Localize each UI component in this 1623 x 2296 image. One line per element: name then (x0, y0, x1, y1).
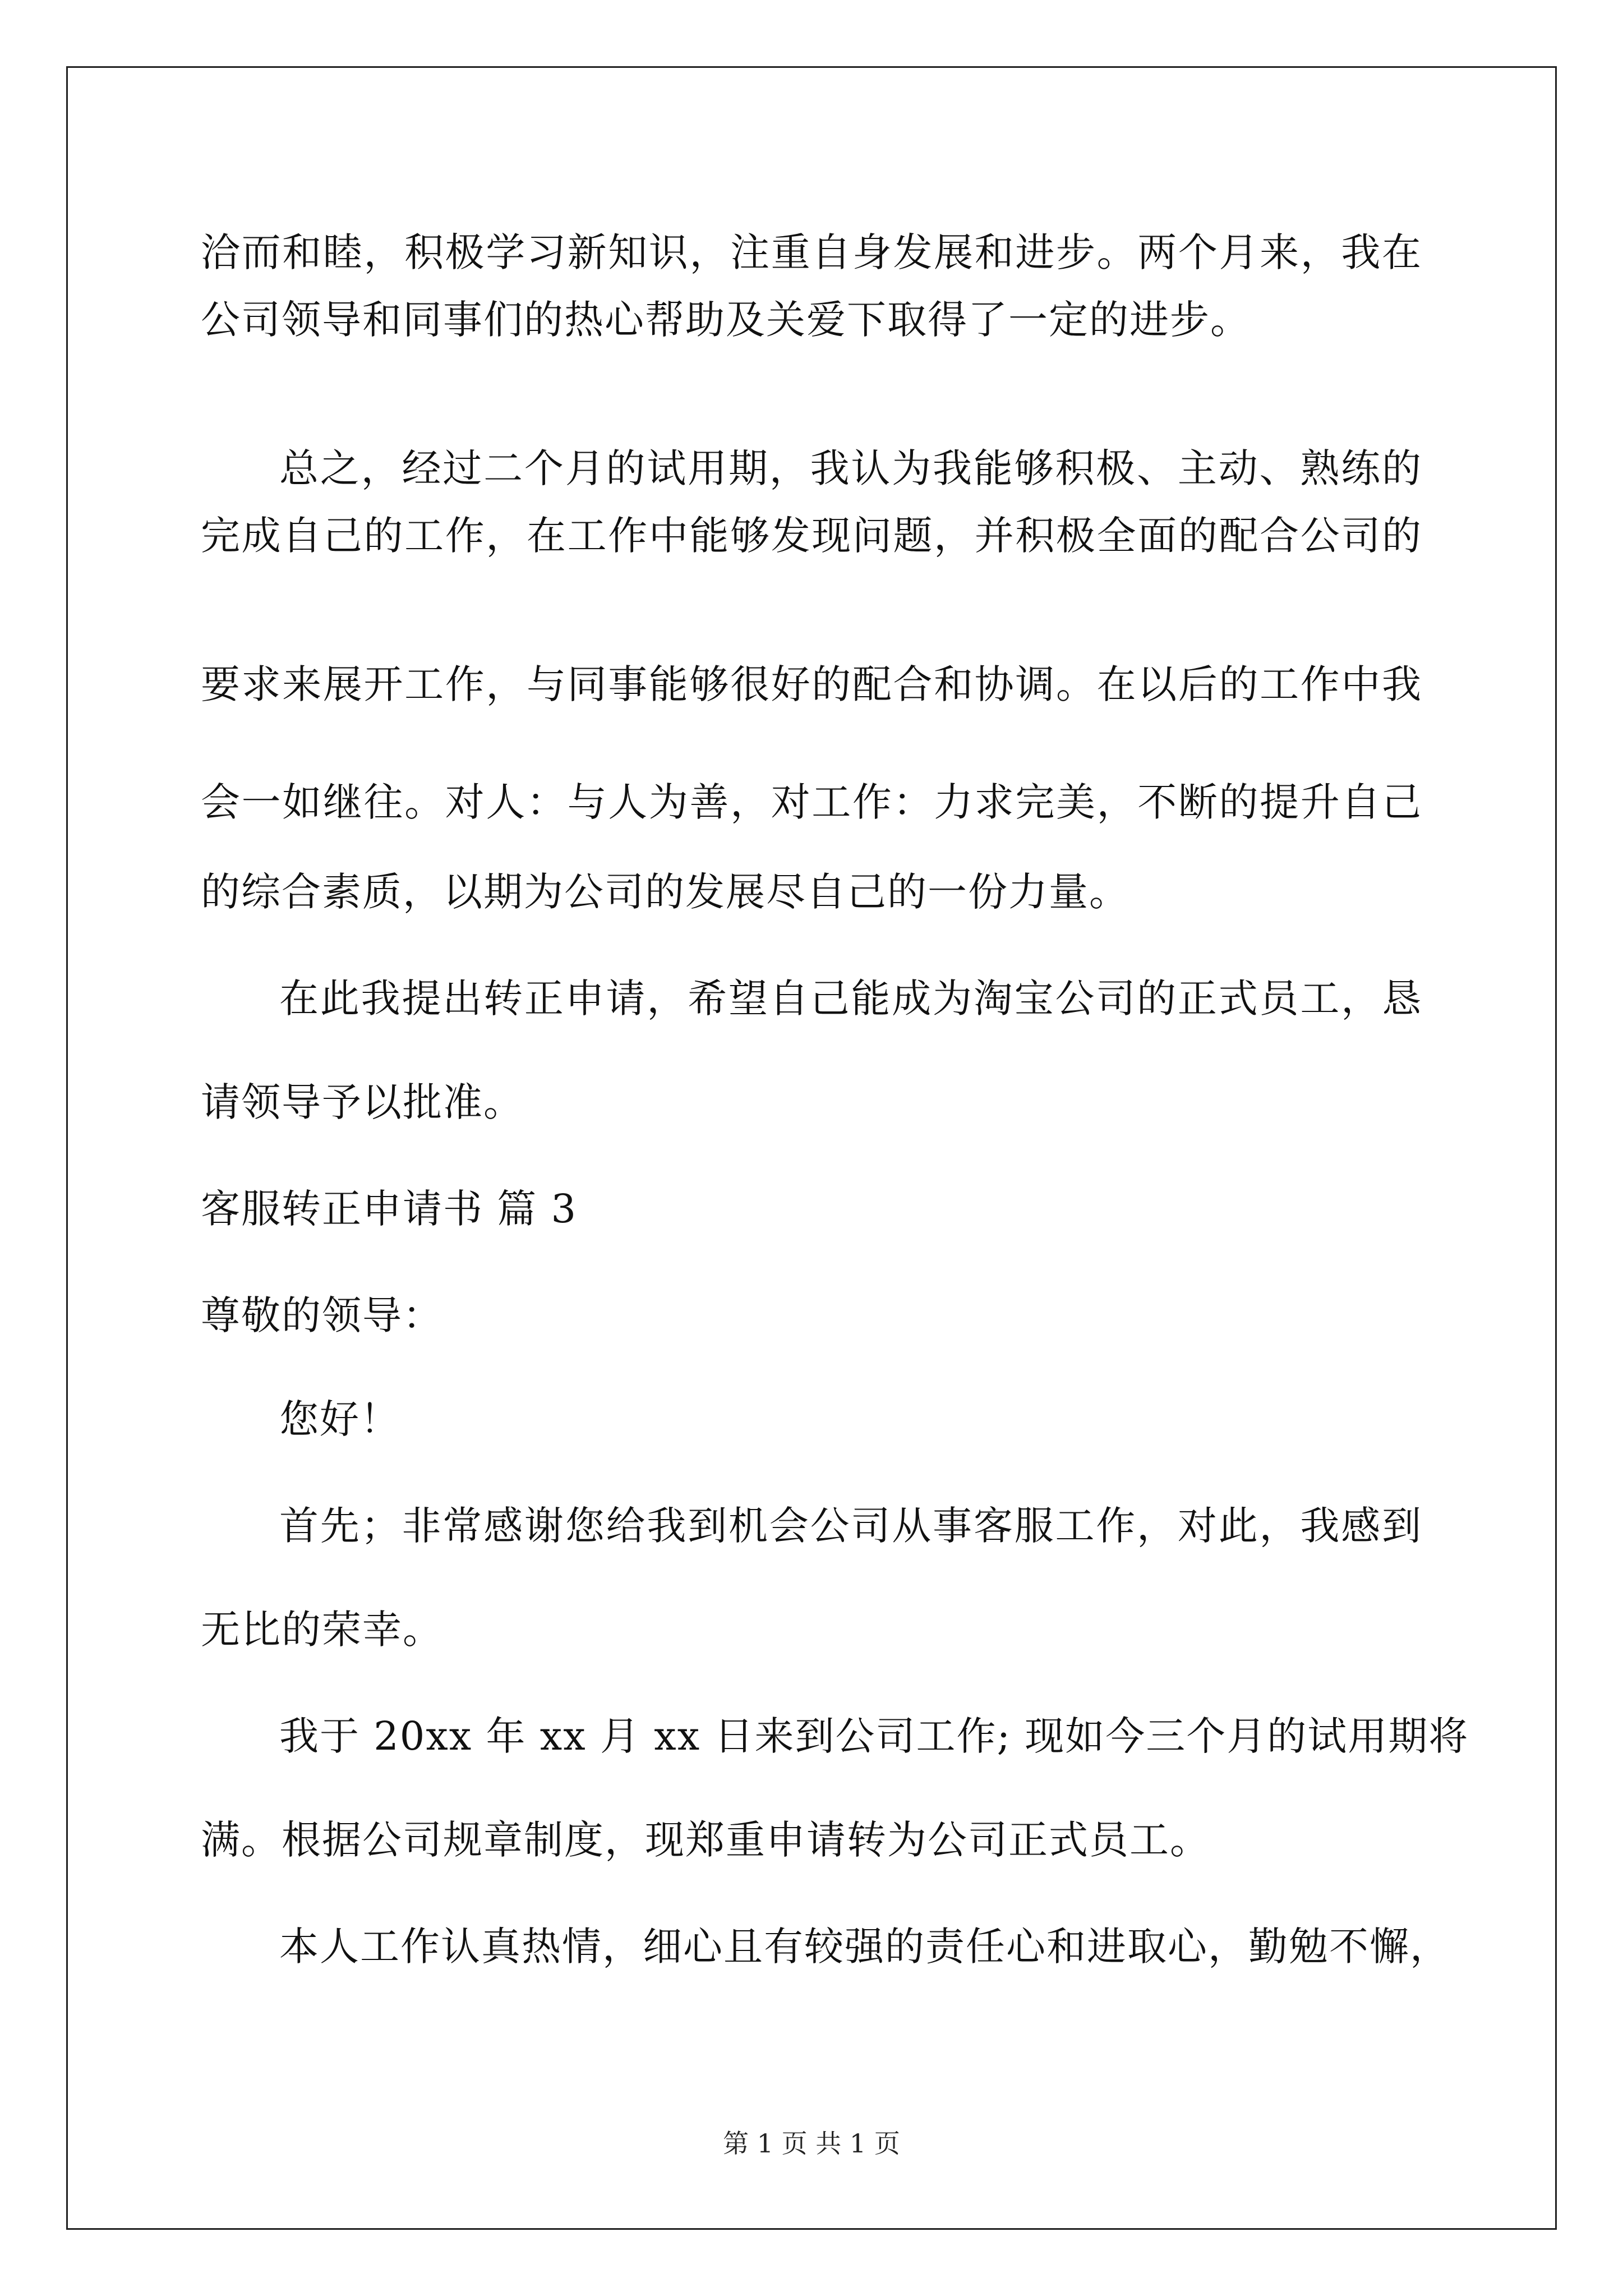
body-line-7: 的综合素质，以期为公司的发展尽自己的一份力量。 (201, 869, 1129, 915)
body-line-4: 完成自己的工作，在工作中能够发现问题，并积极全面的配合公司的 (201, 513, 1422, 559)
body-line-5: 要求来展开工作，与同事能够很好的配合和协调。在以后的工作中我 (201, 661, 1422, 707)
body-line-9: 请领导予以批准。 (201, 1079, 524, 1125)
section-heading: 客服转正申请书 篇 3 (201, 1186, 578, 1232)
greeting: 您好！ (279, 1396, 400, 1442)
body-line-1: 洽而和睦，积极学习新知识，注重自身发展和进步。两个月来，我在 (201, 229, 1422, 275)
body-line-17: 本人工作认真热情，细心且有较强的责任心和进取心，勤勉不懈， (279, 1924, 1450, 1970)
page-number-footer: 第 1 页 共 1 页 (723, 2128, 900, 2159)
body-line-8: 在此我提出转正申请，希望自己能成为淘宝公司的正式员工，恳 (279, 976, 1422, 1022)
salutation: 尊敬的领导： (201, 1292, 443, 1338)
body-line-6: 会一如继往。对人：与人为善，对工作：力求完美，不断的提升自己 (201, 779, 1422, 825)
body-line-3: 总之，经过二个月的试用期，我认为我能够积极、主动、熟练的 (279, 445, 1422, 491)
page-border (66, 66, 1557, 2230)
body-line-15: 我于 20xx 年 xx 月 xx 日来到公司工作; 现如今三个月的试用期将 (279, 1713, 1469, 1759)
body-line-2: 公司领导和同事们的热心帮助及关爱下取得了一定的进步。 (201, 297, 1251, 343)
body-line-14: 无比的荣幸。 (201, 1607, 443, 1653)
body-line-13: 首先；非常感谢您给我到机会公司从事客服工作，对此，我感到 (279, 1503, 1422, 1549)
body-line-16: 满。根据公司规章制度，现郑重申请转为公司正式员工。 (201, 1817, 1210, 1863)
